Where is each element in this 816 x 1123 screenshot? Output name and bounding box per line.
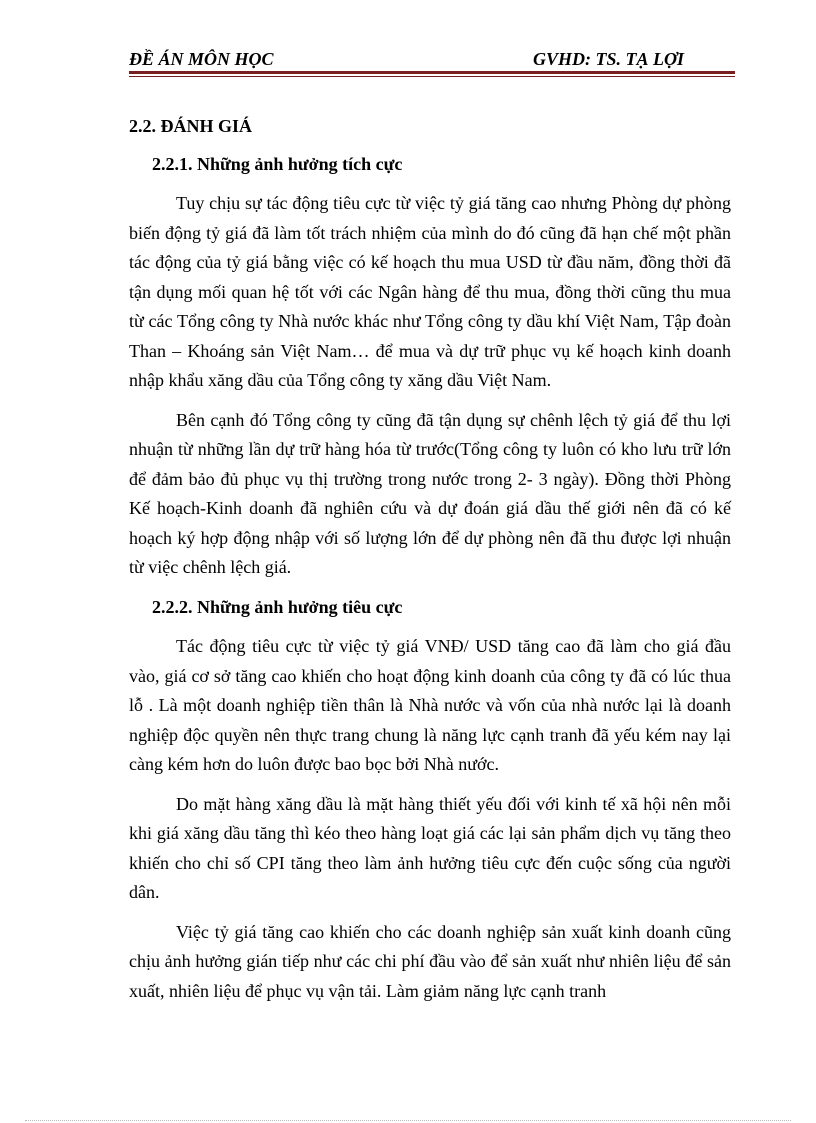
paragraph: Tuy chịu sự tác động tiêu cực từ việc tỷ giá tăng cao nhưng Phòng dự phòng biến động tỷ giá đã làm tốt trách nhiệm của mình do đó cũng đã hạn chế một phần tác động của tỷ giá bằng việc có kế hoạch thu mua USD từ đầu năm, đồng thời đã tận dụng mối quan hệ tốt với các Ngân hàng để thu mua, đồng thời cũng thu mua từ các Tổng công ty Nhà nước khác như Tổng công ty dầu khí Việt Nam, Tập đoàn Than – Khoáng sản Việt Nam… để mua và dự trữ phục vụ kế hoạch kinh doanh nhập khẩu xăng dầu của Tổng công ty xăng dầu Việt Nam. [129, 193, 731, 390]
header-course-title: ĐỀ ÁN MÔN HỌC [129, 49, 274, 69]
subsection-heading-negative: 2.2.2. Những ảnh hưởng tiêu cực [152, 596, 403, 617]
subsection-heading-positive: 2.2.1. Những ảnh hưởng tích cực [152, 153, 403, 174]
page-bottom-border [25, 1120, 791, 1121]
header-rule-thick [129, 71, 735, 74]
header-rule-thin [129, 76, 735, 77]
page-header [129, 48, 735, 70]
document-body [129, 112, 731, 1006]
paragraph: Do mặt hàng xăng dầu là mặt hàng thiết yếu đối với kinh tế xã hội nên mỗi khi giá xăng dầu tăng thì kéo theo hàng loạt giá các lại sản phẩm dịch vụ tăng theo khiến cho chỉ số CPI tăng theo làm ảnh hưởng tiêu cực đến cuộc sống của người dân. [129, 793, 731, 902]
paragraph: Việc tỷ giá tăng cao khiến cho các doanh nghiệp sản xuất kinh doanh cũng chịu ảnh hưởng gián tiếp như các chi phí đầu vào để sản xuất như nhiên liệu để sản xuất, nhiên liệu để phục vụ vận tải. Làm giảm năng lực cạnh tranh [129, 921, 731, 1001]
paragraph: Bên cạnh đó Tổng công ty cũng đã tận dụng sự chênh lệch tỷ giá để thu lợi nhuận từ những lần dự trữ hàng hóa từ trước(Tổng công ty luôn có kho lưu trữ lớn để đảm bảo đủ phục vụ thị trường trong nước trong 2- 3 ngày). Đồng thời Phòng Kế hoạch-Kinh doanh đã nghiên cứu và dự đoán giá dầu thế giới nên đã có kế hoạch ký hợp động nhập với số lượng lớn để dự phòng nên đã thu được lợi nhuận từ việc chênh lệch giá. [129, 409, 731, 577]
section-heading: 2.2. ĐÁNH GIÁ [129, 116, 253, 136]
paragraph: Tác động tiêu cực từ việc tỷ giá VNĐ/ USD tăng cao đã làm cho giá đầu vào, giá cơ sở tăng cao khiến cho hoạt động kinh doanh của công ty đã có lúc thua lỗ . Là một doanh nghiệp tiền thân là Nhà nước và vốn của nhà nước lại là doanh nghiệp độc quyền nên thực trang chung là năng lực cạnh tranh đã yếu kém nay lại càng kém hơn do luôn được bao bọc bởi Nhà nước. [129, 636, 731, 774]
header-supervisor: GVHD: TS. TẠ LỢI [533, 49, 685, 69]
